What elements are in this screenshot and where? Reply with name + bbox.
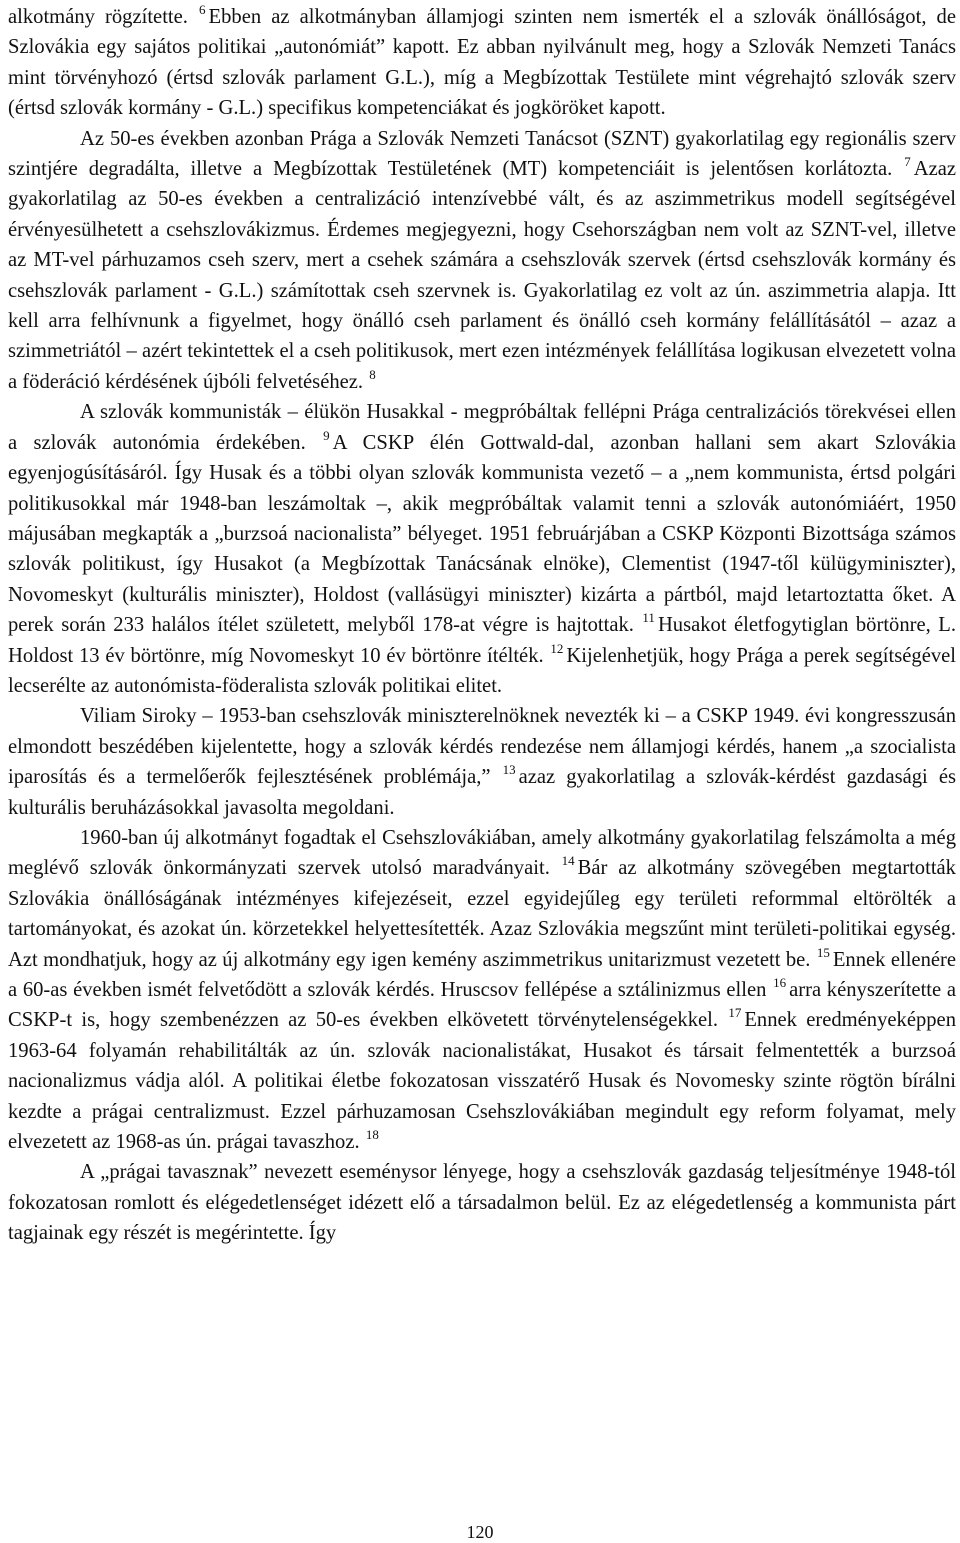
paragraph-text: arra kényszerítette a CSKP-t is, hogy szembenézzen az 50-es években elkövetett törvénytelenségekkel. <box>8 979 956 1032</box>
paragraph <box>8 823 956 1157</box>
footnote-marker: 7 <box>904 154 911 170</box>
paragraph-text: alkotmány rögzítette. <box>8 6 188 28</box>
paragraph-text: Ennek ellenére a 60-as években ismét felvetődött a szlovák kérdés. Hruscsov fellépése a sztálinizmus ellen <box>8 948 957 1001</box>
paragraph-text: Az 50-es években azonban Prága a Szlovák Nemzeti Tanácsot (SZNT) gyakorlatilag egy regionális szerv szintjére degradálta, illetve a Megbízottak Testületének (MT) kompetenciáit is jelentősen korlátozta. <box>8 127 956 181</box>
footnote-marker: 13 <box>502 762 516 778</box>
paragraph-text: Ebben az alkotmányban államjogi szinten nem ismerték el a szlovák önállóságot, de Szlovákia egy sajátos politikai „autonómiát” kapott. Ez abban nyilvánult meg, hogy a Szlovák Nemzeti Tanács mint törvényhozó (értsd szlovák parlament G.L.), míg a Megbízottak Testülete mint végrehajtó szlovák szerv (értsd szlovák kormány - G.L.) specifikus kompetenciákat és jogköröket kapott. <box>8 6 956 120</box>
paragraph-text: azaz gyakorlatilag a szlovák-kérdést gazdasági és kulturális beruházásokkal javasolta megoldani. <box>8 766 956 819</box>
paragraph <box>8 124 956 398</box>
footnote-marker: 14 <box>561 853 575 869</box>
footnote-marker: 11 <box>642 610 655 626</box>
paragraph <box>8 701 956 823</box>
footnote-marker: 12 <box>550 640 564 656</box>
footnote-marker: 18 <box>365 1127 379 1143</box>
footnote-marker: 6 <box>199 2 206 17</box>
paragraph-text: Bár az alkotmány szövegében megtartották Szlovákia önállóságának intézményes kifejezéseit, ezzel egyidejűleg egy területi reformmal eltörölték a tartományokat, és azokat ún. körzetekkel helyettesítették. Azaz Szlovákia megszűnt mint területi-politikai egység. Azt mondhatjuk, hogy az új alkotmány egy igen kemény aszimmetrikus unitarizmust vezetett be. <box>8 857 956 971</box>
paragraph-text: Ennek eredményeképpen 1963-64 folyamán rehabilitálták az ún. szlovák nacionalistákat, Husakot és társait felmentették a burzsoá nacionalizmus vádja alól. A politikai életbe fokozatosan visszatérő Husak és Novomesky szinte rögtön bírálni kezdte a prágai centralizmust. Ezzel párhuzamosan Csehszlovákiában megindult egy reform folyamat, mely elvezetett az 1968-as ún. prágai tavaszhoz. <box>8 1009 956 1154</box>
paragraph-text: A szlovák kommunisták – élükön Husakkal - megpróbáltak fellépni Prága centralizációs törekvései ellen a szlovák autonómia érdekében. <box>8 401 956 454</box>
footnote-marker: 15 <box>816 944 830 960</box>
paragraph <box>8 1157 956 1248</box>
document-page <box>8 0 956 1249</box>
paragraph-text: A „prágai tavasznak” nevezett eseménysor lényege, hogy a csehszlovák gazdaság teljesítménye 1948-tól fokozatosan romlott és elégedetlenséget idézett elő a társadalmon belül. Ez az elégedetlenség a kommunista párt tagjainak egy részét is megérintette. Így <box>8 1161 956 1245</box>
footnote-marker: 17 <box>728 1005 742 1021</box>
paragraph-text: Kijelenhetjük, hogy Prága a perek segítségével lecserélte az autonómista-föderalista szlovák politikai elitet. <box>8 644 957 697</box>
page-number: 120 <box>466 1522 494 1542</box>
footnote-marker: 8 <box>369 366 376 382</box>
footnote-marker: 9 <box>323 427 330 443</box>
paragraph <box>8 397 956 701</box>
footnote-marker: 16 <box>773 975 787 990</box>
paragraph-text: 1960-ban új alkotmányt fogadtak el Csehszlovákiában, amely alkotmány gyakorlatilag felszámolta a még meglévő szlovák önkormányzati szervek utolsó maradványait. <box>8 826 956 880</box>
paragraph-text: Azaz gyakorlatilag az 50-es években a centralizáció intenzívebbé vált, és az aszimmetrikus modell segítségével érvényesülhetett a csehszlovákizmus. Érdemes megjegyezni, hogy Csehországban nem volt az SZNT-vel, illetve az MT-vel párhuzamos cseh szerv, mert a csehek számára a csehszlovák szervek (értsd csehszlovák kormány és csehszlovák parlament - G.L.) számítottak cseh szervnek is. Gyakorlatilag ez volt az ún. aszimmetria alapja. Itt kell arra felhívnunk a figyelmet, hogy önálló cseh parlament és önálló cseh kormány felállításától – azaz a szimmetriától – azért tekintettek el a cseh politikusok, mert ezen intézmények felállítása logikusan elvezetett volna a föderáció kérdésének újbóli felvetéséhez. <box>8 158 956 393</box>
paragraph <box>8 0 956 124</box>
paragraph-text: A CSKP élén Gottwald-dal, azonban hallani sem akart Szlovákia egyenjogúsításáról. Így Husak és a többi olyan szlovák kommunista vezető – a „nem kommunista, értsd polgári politikusokkal már 1948-ban leszámoltak –, akik megpróbáltak valamit tenni a szlovák autonómiáért, 1950 májusában megkapták a „burzsoá nacionalista” bélyeget. 1951 februárjában a CSKP Központi Bizottsága számos szlovák politikust, így Husakot (a Megbízottak Tanácsának elnöke), Clementist (1947-től külügyminiszter), Novomeskyt (kulturális miniszter), Holdost (vallásügyi miniszter) kizárta a pártból, majd letartoztatta őket. A perek során 233 halálos ítélet született, melyből 178-at végre is hajtottak. <box>8 431 956 637</box>
paragraph-text: Husakot életfogytiglan börtönre, L. Holdost 13 év börtönre, míg Novomeskyt 10 év börtönre ítélték. <box>8 614 956 667</box>
paragraph-text: Viliam Siroky – 1953-ban csehszlovák miniszterelnöknek nevezték ki – a CSKP 1949. évi kongresszusán elmondott beszédében kijelentette, hogy a szlovák kérdés rendezése nem államjogi kérdés, hanem „a szocialista iparosítás és a termelőerők fejlesztésének problémája,” <box>8 705 956 789</box>
